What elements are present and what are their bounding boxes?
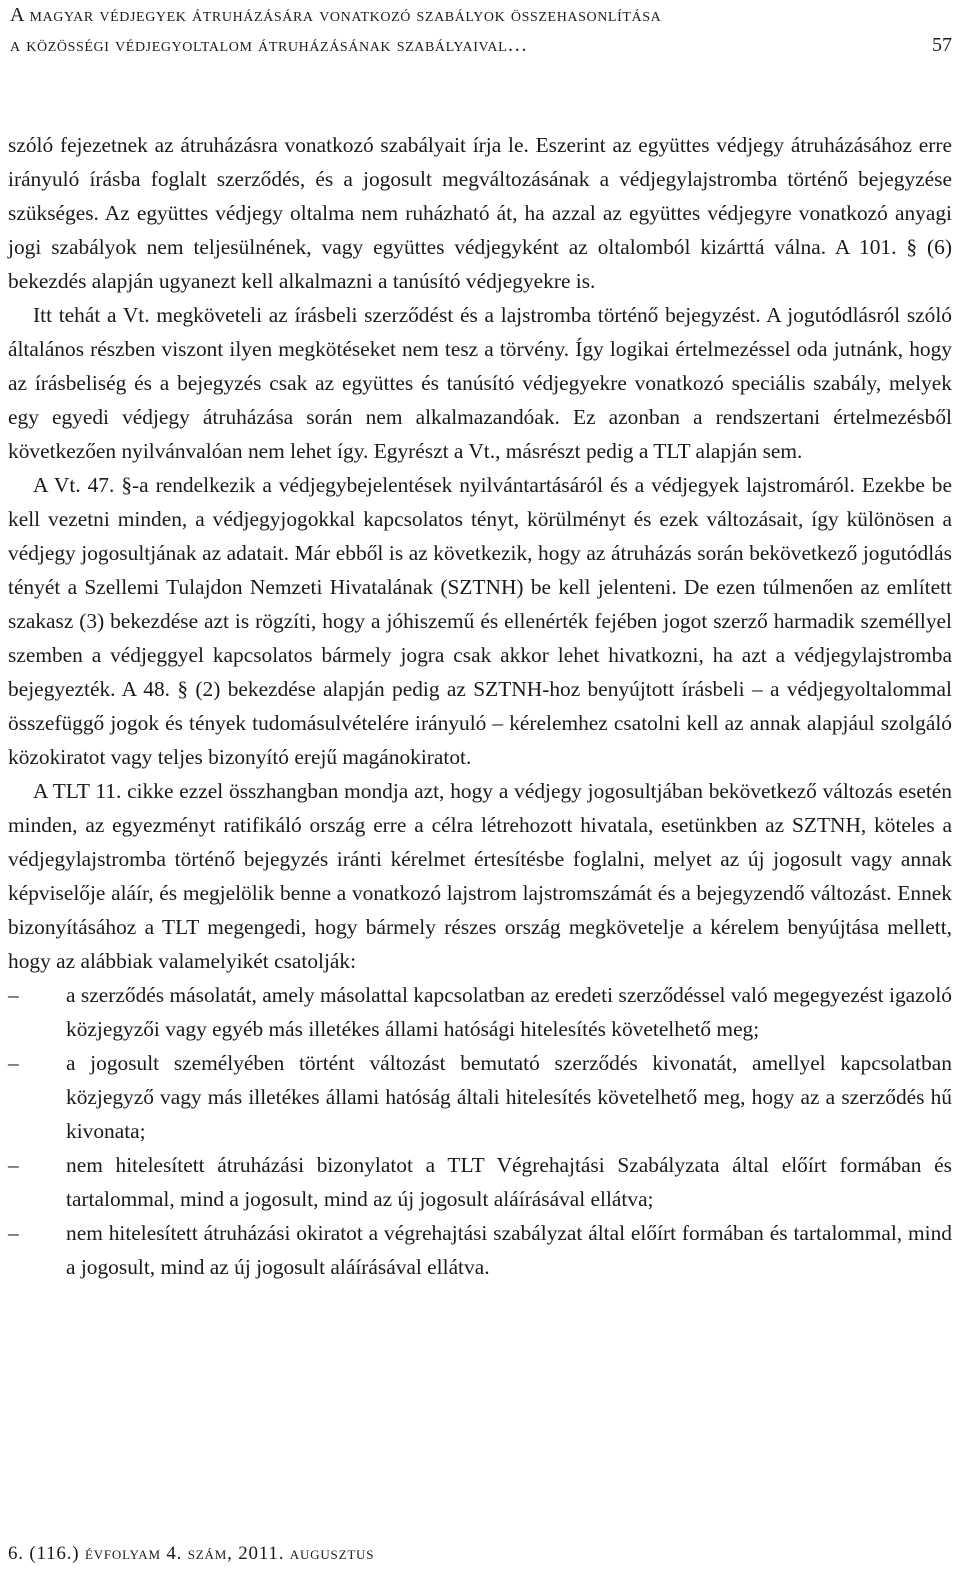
list-item-text: a szerződés másolatát, amely másolattal kapcsolatban az eredeti szerződéssel való megegyezést igazoló közjegyzői vagy egyéb más illetékes állami hatósági hitelesítés követelhető meg; bbox=[66, 983, 952, 1041]
journal-footer: 6. (116.) évfolyam 4. szám, 2011. augusztus bbox=[8, 1543, 375, 1564]
list-item bbox=[8, 978, 952, 1046]
list-dash: – bbox=[8, 1051, 19, 1075]
list-item bbox=[8, 1148, 952, 1216]
list-dash: – bbox=[8, 1221, 19, 1245]
header-title-line-1: A magyar védjegyek átruházására vonatkozó szabályok összehasonlítása bbox=[10, 4, 662, 26]
paragraph-2: Itt tehát a Vt. megköveteli az írásbeli szerződést és a lajstromba történő bejegyzést. A jogutódlásról szóló általános részben viszont ilyen megkötéseket nem tesz a törvény. Így logikai értelmezéssel oda jutnánk, hogy az írásbeliség és a bejegyzés csak az együttes és tanúsító védjegyekre vonatkozó speciális szabály, melyek egy egyedi védjegy átruházása során nem alkalmazandóak. Ez azonban a rendszertani értelmezésből következően nyilvánvalóan nem lehet így. Egyrészt a Vt., másrészt pedig a TLT alapján sem. bbox=[8, 303, 952, 463]
list-item-text: a jogosult személyében történt változást bemutató szerződés kivonatát, amellyel kapcsolatban közjegyző vagy más illetékes állami hatóság általi hitelesítés követelhető meg, hogy az a szerződés hű kivonata; bbox=[66, 1051, 952, 1143]
header-title-line-2-row bbox=[10, 30, 952, 60]
list-dash: – bbox=[8, 983, 19, 1007]
paragraph-1: szóló fejezetnek az átruházásra vonatkozó szabályait írja le. Eszerint az együttes védjegy átruházásához erre irányuló írásba foglalt szerződés, és a jogosult megváltozásának a védjegylajstromba történő bejegyzése szükséges. Az együttes védjegy oltalma nem ruházható át, ha azzal az együttes védjegyre vonatkozó anyagi jogi szabályok nem teljesülnének, vagy együttes védjegyként az oltalomból kizárttá válna. A 101. § (6) bekezdés alapján ugyanezt kell alkalmazni a tanúsító védjegyekre is. bbox=[8, 133, 952, 293]
list-item bbox=[8, 1046, 952, 1148]
list-item-text: nem hitelesített átruházási bizonylatot a TLT Végrehajtási Szabályzata által előírt formában és tartalommal, mind a jogosult, mind az új jogosult aláírásával ellátva; bbox=[66, 1153, 952, 1211]
body-text bbox=[8, 128, 952, 1284]
paragraph-4: A TLT 11. cikke ezzel összhangban mondja azt, hogy a védjegy jogosultjában bekövetkező változás esetén minden, az egyezményt ratifikáló ország erre a célra létrehozott hivatala, esetünkben az SZTNH, köteles a védjegylajstromba történő bejegyzés iránti kérelmet értesítésbe foglalni, melyet az új jogosult vagy annak képviselője aláír, és megjelölik benne a vonatkozó lajstrom lajstromszámát és a bejegyzendő változást. Ennek bizonyításához a TLT megengedi, hogy bármely részes ország megkövetelje a kérelem benyújtása mellett, hogy az alábbiak valamelyikét csatolják: bbox=[8, 779, 952, 973]
page-number: 57 bbox=[932, 34, 952, 56]
running-header bbox=[10, 0, 952, 60]
list-item-text: nem hitelesített átruházási okiratot a végrehajtási szabályzat által előírt formában és tartalommal, mind a jogosult, mind az új jogosult aláírásával ellátva. bbox=[66, 1221, 952, 1279]
list-item bbox=[8, 1216, 952, 1284]
requirements-list bbox=[8, 978, 952, 1284]
paragraph-3: A Vt. 47. §-a rendelkezik a védjegybejelentések nyilvántartásáról és a védjegyek lajstromáról. Ezekbe be kell vezetni minden, a védjegyjogokkal kapcsolatos tényt, körülményt és ezek változásait, így különösen a védjegy jogosultjának az adatait. Már ebből is az következik, hogy az átruházás során bekövetkező jogutódlás tényét a Szellemi Tulajdon Nemzeti Hivatalának (SZTNH) be kell jelenteni. De ezen túlmenően az említett szakasz (3) bekezdése azt is rögzíti, hogy a jóhiszemű és ellenérték fejében jogot szerző harmadik személlyel szemben a védjeggyel kapcsolatos bármely jogra csak akkor lehet hivatkozni, ha azt a védjegylajstromba bejegyezték. A 48. § (2) bekezdése alapján pedig az SZTNH-hoz benyújtott írásbeli – a védjegyoltalommal összefüggő jogok és tények tudomásulvételére irányuló – kérelemhez csatolni kell az annak alapjául szolgáló közokiratot vagy teljes bizonyító erejű magánokiratot. bbox=[8, 473, 952, 769]
header-title-line-2: a közösségi védjegyoltalom átruházásának szabályaival… bbox=[10, 34, 528, 56]
list-dash: – bbox=[8, 1153, 19, 1177]
